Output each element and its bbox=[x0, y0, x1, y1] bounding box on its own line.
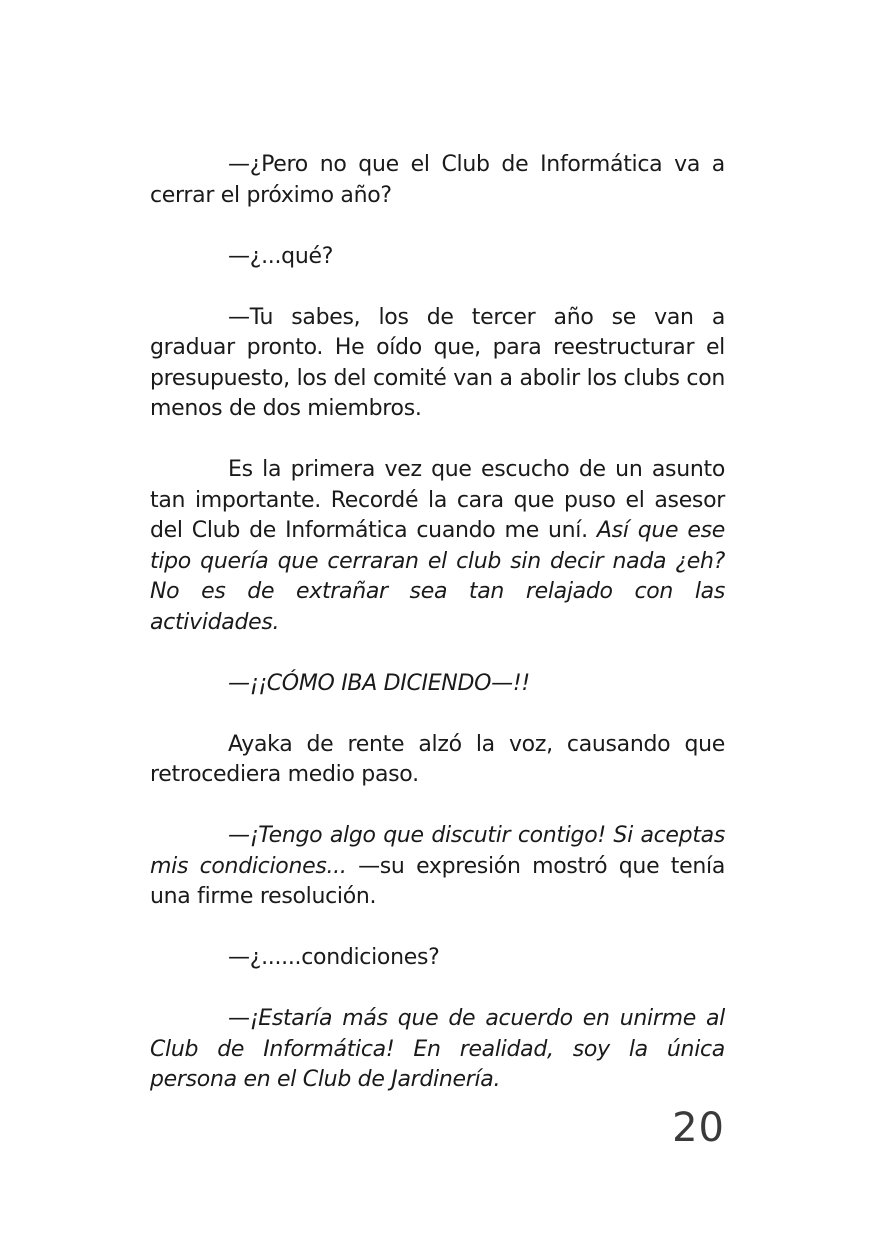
paragraph-text: —¿...qué? bbox=[228, 243, 334, 269]
paragraph bbox=[150, 669, 725, 700]
paragraph-text: —¿Pero no que el Club de Informática va a cerrar el próximo año? bbox=[150, 152, 725, 208]
paragraph bbox=[150, 730, 725, 791]
paragraph bbox=[150, 821, 725, 913]
paragraph bbox=[150, 242, 725, 273]
paragraph-text: Es la primera vez que escucho de un asunto tan importante. Recordé la cara que puso el asesor del Club de Informática cuando me uní. bbox=[150, 457, 725, 543]
paragraph-italic-text: —¡Estaría más que de acuerdo en unirme al Club de Informática! En realidad, soy la única persona en el Club de Jardinería. bbox=[150, 1006, 725, 1092]
paragraph bbox=[150, 943, 725, 974]
paragraph bbox=[150, 150, 725, 211]
paragraph-italic-text: —¡Tengo algo que discutir contigo! Si aceptas mis condiciones... bbox=[150, 823, 725, 879]
paragraph-text: Ayaka de rente alzó la voz, causando que retrocediera medio paso. bbox=[150, 731, 725, 787]
paragraph-text: —Tu sabes, los de tercer año se van a graduar pronto. He oído que, para reestructurar el presupuesto, los del comité van a abolir los clubs con menos de dos miembros. bbox=[150, 304, 725, 421]
paragraph-text: —¿......condiciones? bbox=[228, 945, 440, 970]
paragraph-text: —su expresión mostró que tenía una firme resolución. bbox=[150, 853, 726, 909]
paragraph bbox=[150, 455, 725, 638]
paragraph bbox=[150, 1004, 725, 1096]
paragraph bbox=[150, 303, 725, 425]
page-number: 20 bbox=[672, 1105, 725, 1151]
paragraph-italic-text: —¡¡CÓMO IBA DICIENDO—!! bbox=[228, 670, 530, 696]
page-text bbox=[150, 150, 725, 1096]
paragraph-italic-text: Así que ese tipo quería que cerraran el club sin decir nada ¿eh? No es de extrañar sea tan relajado con las actividades. bbox=[150, 518, 725, 635]
